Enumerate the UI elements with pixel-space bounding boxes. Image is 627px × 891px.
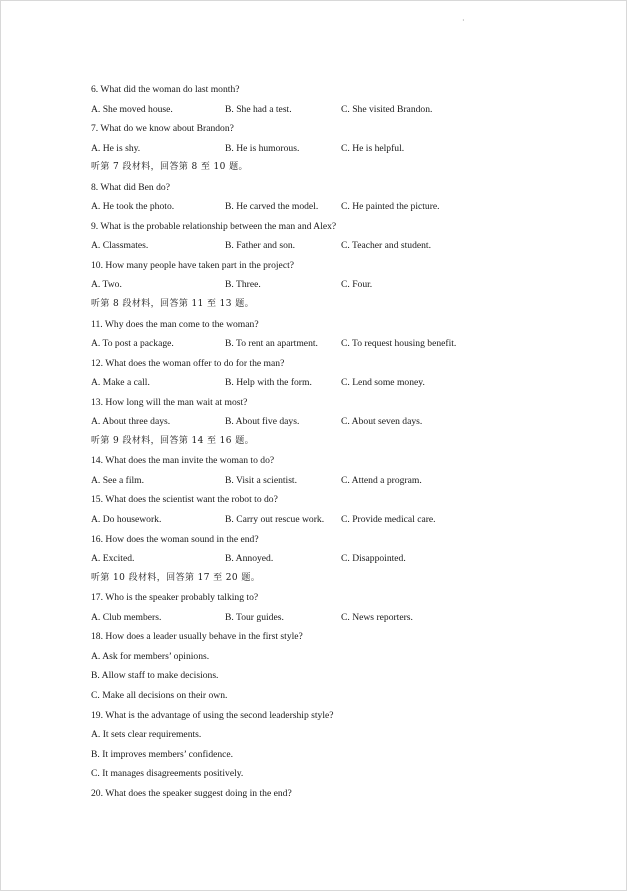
question-text: 19. What is the advantage of using the second leadership style? (91, 709, 334, 721)
option-c: C. Disappointed. (341, 553, 406, 565)
option-c: C. He is helpful. (341, 142, 405, 154)
section-instruction: 听第 10 段材料，回答第 17 至 20 题。 (91, 572, 261, 583)
section-instruction: 听第 7 段材料，回答第 8 至 10 题。 (91, 162, 248, 173)
question-text: 9. What is the probable relationship between the man and Alex? (91, 220, 337, 232)
options-row (91, 549, 611, 569)
question-text: 11. Why does the man come to the woman? (91, 318, 259, 330)
option-line: B. Allow staff to make decisions. (91, 670, 219, 682)
question-text: 15. What does the scientist want the robot to do? (91, 494, 278, 506)
option-c: C. Attend a program. (341, 474, 422, 486)
options-row (91, 412, 611, 432)
option-b: B. Visit a scientist. (225, 474, 297, 486)
options-row (91, 608, 611, 628)
option-a: A. Classmates. (91, 240, 149, 252)
option-a: A. She moved house. (91, 103, 173, 115)
option-a: A. Do housework. (91, 514, 162, 526)
option-c: C. About seven days. (341, 416, 423, 428)
option-c: C. News reporters. (341, 611, 413, 623)
option-c: C. Lend some money. (341, 377, 425, 389)
question-text: 18. How does a leader usually behave in the first style? (91, 631, 303, 643)
option-a: A. Excited. (91, 553, 135, 565)
option-c: C. Provide medical care. (341, 514, 436, 526)
option-a: A. Club members. (91, 611, 162, 623)
option-line: C. It manages disagreements positively. (91, 768, 244, 780)
options-row (91, 373, 611, 393)
question-text: 16. How does the woman sound in the end? (91, 533, 259, 545)
option-b: B. She had a test. (225, 103, 292, 115)
question-text: 8. What did Ben do? (91, 181, 170, 193)
option-b: B. About five days. (225, 416, 300, 428)
question-text: 6. What did the woman do last month? (91, 84, 240, 95)
option-a: A. He took the photo. (91, 201, 175, 213)
option-a: A. Two. (91, 279, 122, 291)
option-a: A. To post a package. (91, 338, 174, 350)
option-b: B. Help with the form. (225, 377, 312, 389)
options-row (91, 275, 611, 295)
option-a: A. See a film. (91, 474, 145, 486)
question-text: 20. What does the speaker suggest doing in the end? (91, 787, 292, 799)
option-b: B. Three. (225, 279, 261, 291)
option-b: B. Carry out rescue work. (225, 514, 325, 526)
options-row (91, 197, 611, 217)
option-b: B. To rent an apartment. (225, 338, 318, 350)
option-c: C. He painted the picture. (341, 201, 440, 213)
option-c: C. She visited Brandon. (341, 103, 433, 115)
question-text: 14. What does the man invite the woman to do? (91, 455, 275, 467)
question-list (91, 80, 611, 803)
option-line: B. It improves members’ confidence. (91, 748, 234, 760)
section-instruction: 听第 9 段材料，回答第 14 至 16 题。 (91, 435, 254, 446)
question-text: 10. How many people have taken part in the project? (91, 259, 294, 271)
option-c: C. Teacher and student. (341, 240, 431, 252)
question-text: 13. How long will the man wait at most? (91, 396, 248, 408)
option-a: A. About three days. (91, 416, 171, 428)
option-b: B. Father and son. (225, 240, 296, 252)
top-mark: · (462, 16, 465, 25)
options-row (91, 100, 611, 120)
option-b: B. Tour guides. (225, 611, 284, 623)
options-row (91, 236, 611, 256)
option-b: B. He is humorous. (225, 142, 300, 154)
option-b: B. Annoyed. (225, 553, 274, 565)
section-instruction: 听第 8 段材料，回答第 11 至 13 题。 (91, 299, 254, 310)
options-row (91, 334, 611, 354)
option-a: A. Make a call. (91, 377, 150, 389)
option-c: C. To request housing benefit. (341, 338, 457, 350)
options-row (91, 139, 611, 159)
option-b: B. He carved the model. (225, 201, 319, 213)
option-line: A. It sets clear requirements. (91, 729, 202, 741)
question-text: 17. Who is the speaker probably talking to? (91, 592, 259, 604)
option-line: A. Ask for members’ opinions. (91, 650, 210, 662)
option-c: C. Four. (341, 279, 373, 291)
options-row (91, 510, 611, 530)
options-row (91, 471, 611, 491)
question-text: 12. What does the woman offer to do for the man? (91, 357, 285, 369)
option-line: C. Make all decisions on their own. (91, 689, 228, 701)
option-a: A. He is shy. (91, 142, 141, 154)
question-text: 7. What do we know about Brandon? (91, 123, 234, 135)
